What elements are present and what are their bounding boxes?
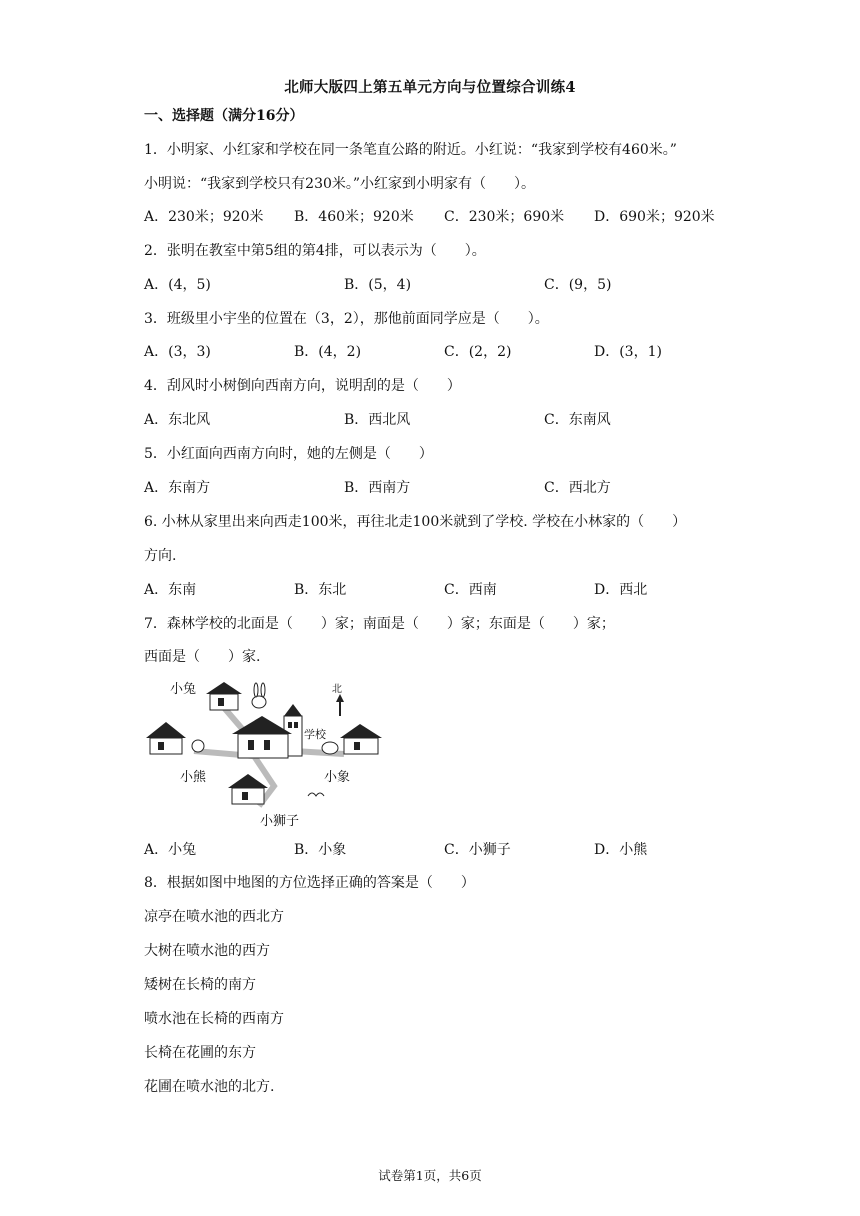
rabbit-icon xyxy=(252,683,266,708)
q5-option-a: A．东南方 xyxy=(144,480,211,496)
q1-option-d: D．690米；920米 xyxy=(594,209,715,225)
q4-option-c: C．东南风 xyxy=(544,412,611,428)
q5-option-b: B．西南方 xyxy=(344,480,411,496)
q3-option-d: D．(3，1) xyxy=(594,344,662,360)
q5-option-c: C．西北方 xyxy=(544,480,611,496)
q7-line-2: 西面是（ ）家. xyxy=(144,649,261,665)
q1-line-1: 1．小明家、小红家和学校在同一条笔直公路的附近。小红说：“我家到学校有460米。” xyxy=(144,142,677,158)
q7-option-a: A．小兔 xyxy=(144,842,197,858)
q1-option-a: A．230米；920米 xyxy=(144,209,264,225)
q4-option-a: A．东北风 xyxy=(144,412,211,428)
q8-statement-4: 喷水池在长椅的西南方 xyxy=(144,1011,284,1027)
q8-statement-3: 矮树在长椅的南方 xyxy=(144,977,256,993)
q7-option-d: D．小熊 xyxy=(594,842,648,858)
q8-statement-6: 花圃在喷水池的北方. xyxy=(144,1079,275,1095)
q6-option-a: A．东南 xyxy=(144,582,197,598)
q1-line-2: 小明说：“我家到学校只有230米。”小红家到小明家有（ ）。 xyxy=(144,176,536,192)
q8-line-1: 8．根据如图中地图的方位选择正确的答案是（ ） xyxy=(144,875,475,891)
bear-house-icon xyxy=(146,722,204,754)
q6-option-d: D．西北 xyxy=(594,582,648,598)
section-heading: 一、选择题（满分16分） xyxy=(144,108,304,124)
q2-option-b: B．(5，4) xyxy=(344,277,412,293)
forest-map-illustration xyxy=(144,676,394,832)
q8-statement-1: 凉亭在喷水池的西北方 xyxy=(144,909,284,925)
q2-line-1: 2．张明在教室中第5组的第4排，可以表示为（ ）。 xyxy=(144,243,486,259)
page-footer: 试卷第1页，共6页 xyxy=(378,1168,482,1183)
q3-line-1: 3．班级里小宇坐的位置在（3，2），那他前面同学应是（ ）。 xyxy=(144,311,549,327)
q3-option-c: C．(2，2) xyxy=(444,344,512,360)
north-arrow-icon xyxy=(336,694,344,716)
label-school: 学校 xyxy=(304,728,326,741)
page-title: 北师大版四上第五单元方向与位置综合训练4 xyxy=(284,79,576,96)
q6-line-1: 6. 小林从家里出来向西走100米，再往北走100米就到了学校. 学校在小林家的（ ） xyxy=(144,514,687,530)
rabbit-house-icon xyxy=(206,682,242,710)
elephant-house-icon xyxy=(322,724,382,754)
q3-option-b: B．(4，2) xyxy=(294,344,362,360)
q8-statement-2: 大树在喷水池的西方 xyxy=(144,943,270,959)
q5-line-1: 5．小红面向西南方向时，她的左侧是（ ） xyxy=(144,446,433,462)
q2-option-c: C．(9，5) xyxy=(544,277,612,293)
label-rabbit: 小兔 xyxy=(170,682,197,697)
q6-option-b: B．东北 xyxy=(294,582,347,598)
q6-option-c: C．西南 xyxy=(444,582,497,598)
q7-line-1: 7．森林学校的北面是（ ）家；南面是（ ）家；东面是（ ）家； xyxy=(144,616,615,632)
forest-school-map-figure xyxy=(144,676,394,832)
lion-house-icon xyxy=(228,774,324,804)
q6-line-2: 方向. xyxy=(144,548,177,564)
q1-option-c: C．230米；690米 xyxy=(444,209,565,225)
q7-option-c: C．小狮子 xyxy=(444,842,511,858)
school-icon xyxy=(232,704,302,758)
q7-option-b: B．小象 xyxy=(294,842,347,858)
q4-option-b: B．西北风 xyxy=(344,412,411,428)
q1-option-b: B．460米；920米 xyxy=(294,209,414,225)
label-elephant: 小象 xyxy=(324,770,351,785)
q3-option-a: A．(3，3) xyxy=(144,344,211,360)
label-north: 北 xyxy=(332,684,342,695)
label-bear: 小熊 xyxy=(180,770,207,785)
label-lion: 小狮子 xyxy=(260,814,300,829)
q8-statement-5: 长椅在花圃的东方 xyxy=(144,1045,256,1061)
q2-option-a: A．(4，5) xyxy=(144,277,211,293)
q4-line-1: 4．刮风时小树倒向西南方向，说明刮的是（ ） xyxy=(144,378,461,394)
